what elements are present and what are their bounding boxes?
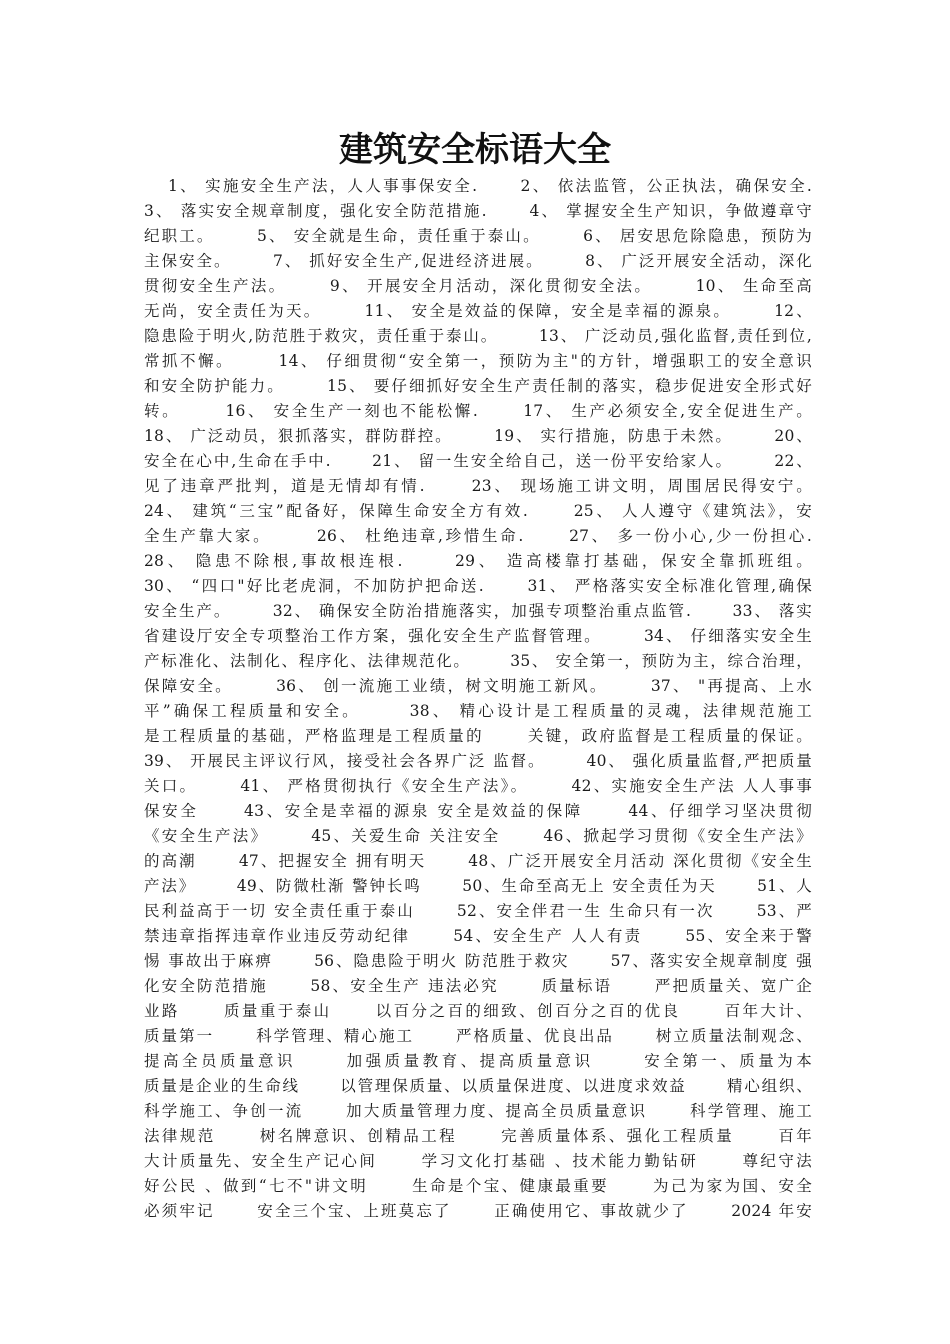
text-line: 大计质量先、安全生产记心间 学习文化打基础 、技术能力勤钻研 尊纪守法 — [144, 1152, 812, 1170]
text-line: 法律规范 树名牌意识、创精品工程 完善质量体系、强化工程质量 百年 — [144, 1127, 812, 1145]
text-line: 24、 建筑“三宝”配备好，保障生命安全方有效. 25、 人人遵守《建筑法》，安 — [144, 502, 812, 520]
text-line: 常抓不懈。 14、 仔细贯彻“安全第一，预防为主"的方针，增强职工的安全意识 — [144, 352, 812, 370]
text-line: 质量是企业的生命线 以管理保质量、以质量保进度、以进度求效益 精心组织、 — [144, 1077, 812, 1095]
text-line: 产标准化、法制化、程序化、法律规范化。 35、 安全第一，预防为主，综合治理， — [144, 652, 812, 670]
text-line: 1、 实施安全生产法，人人事事保安全. 2、 依法监管，公正执法，确保安全. — [168, 177, 812, 195]
text-line: 无尚，安全责任为天。 11、 安全是效益的保障，安全是幸福的源泉。 12、 — [144, 302, 812, 320]
text-line: 保安全 43、安全是幸福的源泉 安全是效益的保障 44、仔细学习坚决贯彻 — [144, 802, 812, 820]
text-line: 18、 广泛动员，狠抓落实，群防群控。 19、 实行措施，防患于未然。 20、 — [144, 427, 812, 445]
text-line: 和安全防护能力。 15、 要仔细抓好安全生产责任制的落实，稳步促进安全形式好 — [144, 377, 812, 395]
text-line: 质量第一 科学管理、精心施工 严格质量、优良出品 树立质量法制观念、 — [144, 1027, 812, 1045]
text-line: 全生产靠大家。 26、 杜绝违章,珍惜生命. 27、 多一份小心,少一份担心. — [144, 527, 812, 545]
text-line: 转。 16、 安全生产一刻也不能松懈. 17、 生产必须安全,安全促进生产。 — [144, 402, 812, 420]
text-line: 30、 “四口"好比老虎洞，不加防护把命送. 31、 严格落实安全标准化管理,确保 — [144, 577, 812, 595]
document-body — [144, 174, 812, 1224]
text-line: 的高潮 47、把握安全 拥有明天 48、广泛开展安全月活动 深化贯彻《安全生 — [144, 852, 812, 870]
text-line: 隐患险于明火,防范胜于救灾，责任重于泰山。 13、 广泛动员,强化监督,责任到位, — [144, 327, 812, 345]
text-line: 必须牢记 安全三个宝、上班莫忘了 正确使用它、事故就少了 2024 年安 — [144, 1202, 812, 1220]
text-line: 安全生产。 32、 确保安全防治措施落实，加强专项整治重点监管. 33、 落实 — [144, 602, 812, 620]
text-line: 3、 落实安全规章制度，强化安全防范措施. 4、 掌握安全生产知识，争做遵章守 — [144, 202, 812, 220]
text-line: 见了违章严批判，道是无情却有情. 23、 现场施工讲文明，周围居民得安宁。 — [144, 477, 812, 495]
text-line: 科学施工、争创一流 加大质量管理力度、提高全员质量意识 科学管理、施工 — [144, 1102, 812, 1120]
text-line: 好公民 、做到“七不"讲文明 生命是个宝、健康最重要 为己为家为国、安全 — [144, 1177, 812, 1195]
text-line: 主保安全。 7、 抓好安全生产,促进经济进展。 8、 广泛开展安全活动，深化 — [144, 252, 812, 270]
text-line: 安全在心中,生命在手中. 21、 留一生安全给自己，送一份平安给家人。 22、 — [144, 452, 812, 470]
text-line: 产法》 49、防微杜渐 警钟长鸣 50、生命至高无上 安全责任为天 51、人 — [144, 877, 812, 895]
text-line: 提高全员质量意识 加强质量教育、提高质量意识 安全第一、质量为本 — [144, 1052, 812, 1070]
text-line: 是工程质量的基础，严格监理是工程质量的 关键，政府监督是工程质量的保证。 — [144, 727, 812, 745]
text-line: 禁违章指挥违章作业违反劳动纪律 54、安全生产 人人有责 55、安全来于警 — [144, 927, 812, 945]
text-line: 平”确保工程质量和安全。 38、 精心设计是工程质量的灵魂，法律规范施工 — [144, 702, 812, 720]
text-line: 39、 开展民主评议行风，接受社会各界广泛 监督。 40、 强化质量监督,严把质量 — [144, 752, 812, 770]
text-line: 关口。 41、 严格贯彻执行《安全生产法》。 42、实施安全生产法 人人事事 — [144, 777, 812, 795]
text-line: 省建设厅安全专项整治工作方案，强化安全生产监督管理。 34、 仔细落实安全生 — [144, 627, 812, 645]
text-line: 惕 事故出于麻痹 56、隐患险于明火 防范胜于救灾 57、落实安全规章制度 强 — [144, 952, 812, 970]
text-line: 《安全生产法》 45、关爱生命 关注安全 46、掀起学习贯彻《安全生产法》 — [144, 827, 812, 845]
document-title: 建筑安全标语大全 — [339, 130, 611, 170]
text-line: 保障安全。 36、 创一流施工业绩，树文明施工新风。 37、 "再提高、上水 — [144, 677, 812, 695]
text-line: 化安全防范措施 58、安全生产 违法必究 质量标语 严把质量关、宽广企 — [144, 977, 812, 995]
text-line: 业路 质量重于泰山 以百分之百的细致、创百分之百的优良 百年大计、 — [144, 1002, 812, 1020]
text-line: 28、 隐患不除根,事故根连根. 29、 造高楼靠打基础，保安全靠抓班组。 — [144, 552, 812, 570]
text-line: 民利益高于一切 安全责任重于泰山 52、安全伴君一生 生命只有一次 53、严 — [144, 902, 812, 920]
text-line: 贯彻安全生产法。 9、 开展安全月活动，深化贯彻安全法。 10、 生命至高 — [144, 277, 812, 295]
text-line: 纪职工。 5、 安全就是生命，责任重于泰山。 6、 居安思危除隐患，预防为 — [144, 227, 812, 245]
